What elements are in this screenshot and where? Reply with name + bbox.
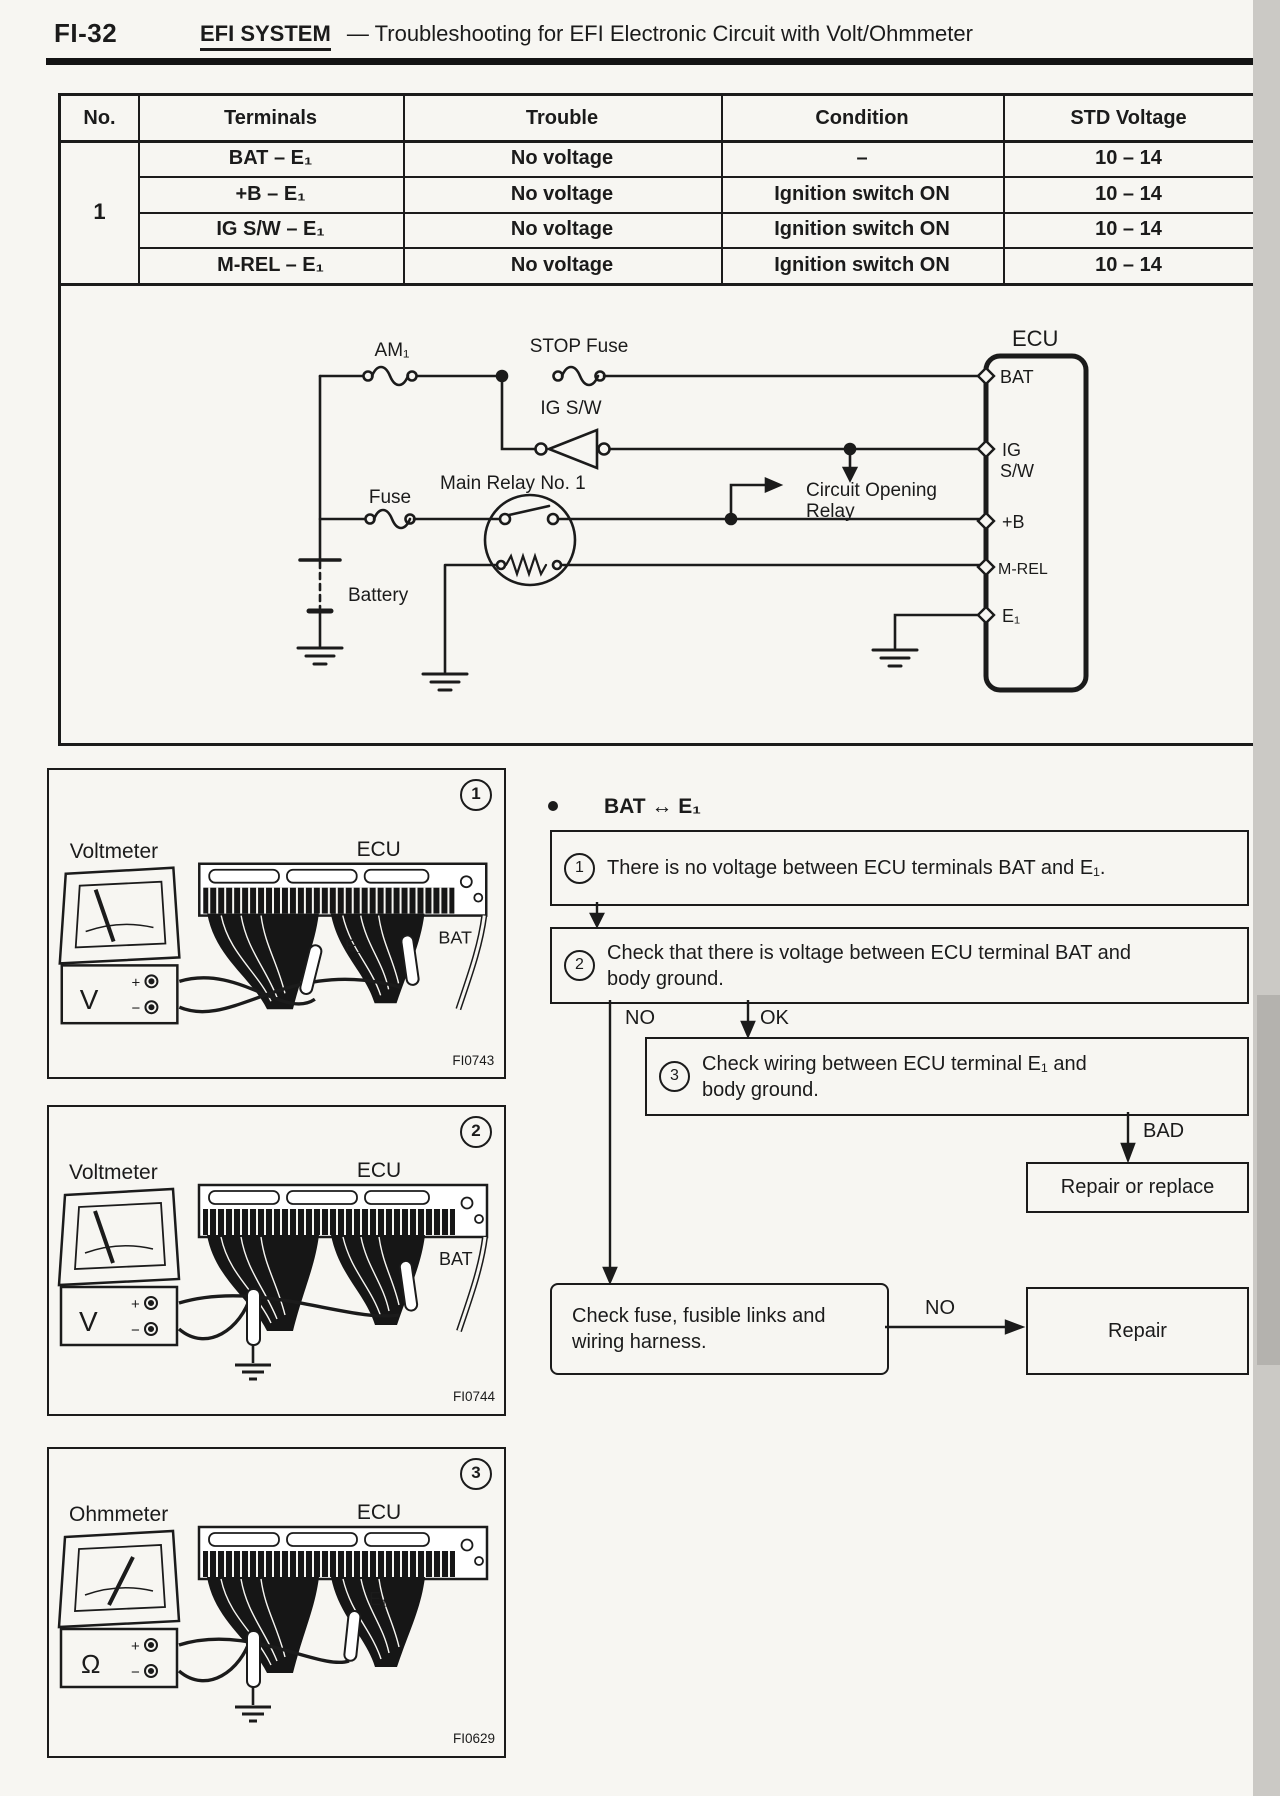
meter-title: Voltmeter (69, 839, 159, 863)
ground-icon-battery (298, 648, 342, 664)
ignition-switch-icon (536, 430, 610, 468)
cell-condition: Ignition switch ON (774, 183, 950, 205)
plus-label: + (131, 974, 141, 992)
terminal-plusb: +B (1002, 512, 1025, 532)
wire-label-bat: BAT (438, 927, 472, 948)
main-relay-icon (485, 495, 575, 585)
figure-code: FI0629 (452, 1731, 495, 1746)
figure-ohmmeter-e1-ground (47, 1447, 506, 1758)
figure-code: FI0743 (452, 1053, 495, 1069)
figure-code: FI0744 (452, 1389, 495, 1404)
figure-voltmeter-bat-e1 (47, 768, 506, 1079)
ground-icon-e1 (873, 650, 917, 666)
label-am1: AM₁ (374, 340, 410, 361)
step-number-badge: 2 (564, 950, 595, 981)
test-probe-icon (344, 1610, 361, 1661)
cell-terminals: +B – E₁ (235, 183, 306, 205)
terminal-ig: IG (1002, 440, 1022, 460)
ecu-label: ECU (356, 1159, 402, 1182)
cell-std: 10 – 14 (1095, 183, 1162, 205)
step-number-badge: 1 (564, 853, 595, 884)
meter-title: Voltmeter (69, 1161, 158, 1184)
step-text: There is no voltage between ECU terminals BAT and E₁. (607, 856, 1106, 879)
ecu-connector-icon (199, 864, 486, 916)
flowchart-heading: BAT ↔ E₁ (604, 795, 701, 818)
meter-symbol: V (79, 1306, 98, 1337)
cell-trouble: No voltage (510, 254, 614, 276)
scan-edge-strip (1253, 0, 1280, 1796)
cell-std: 10 – 14 (1095, 254, 1162, 276)
plus-label: + (131, 1296, 140, 1313)
meter-symbol: Ω (81, 1649, 101, 1679)
wire-e1-ground (895, 615, 989, 648)
analog-meter-icon (60, 868, 180, 1023)
cell-condition: Ignition switch ON (774, 254, 950, 276)
efi-circuit-diagram (60, 282, 1249, 738)
figure-voltmeter-bat-ground (47, 1105, 506, 1416)
col-header-condition: Condition (815, 107, 909, 129)
page-number: FI-32 (54, 18, 118, 48)
minus-label: − (131, 1664, 140, 1681)
arrowhead-down-icon (844, 468, 856, 480)
figure-2-illustration (49, 1117, 504, 1411)
ground-icon-relay (423, 674, 467, 690)
flowchart-arrows (540, 790, 1260, 1390)
cell-std: 10 – 14 (1095, 218, 1162, 240)
col-header-terminals: Terminals (224, 107, 317, 129)
junction-dot (497, 371, 507, 381)
fuse-stop-icon (554, 367, 605, 385)
ecu-box (986, 356, 1086, 690)
cell-terminals: M-REL – E₁ (217, 254, 324, 276)
arrowhead-right-icon (766, 479, 780, 491)
section-title: EFI SYSTEM (200, 21, 331, 51)
plus-label: + (131, 1638, 140, 1655)
figure-number-badge: 2 (460, 1116, 492, 1148)
col-header-trouble: Trouble (525, 107, 599, 129)
cell-terminals: IG S/W – E₁ (216, 218, 325, 240)
arrow-to-cor-right (731, 485, 766, 519)
analog-meter-icon (59, 1531, 179, 1687)
terminal-mrel: M-REL (998, 561, 1048, 578)
label-ig-sw: IG S/W (540, 398, 602, 419)
branch-label-no2: NO (925, 1297, 955, 1319)
minus-label: − (131, 1000, 141, 1018)
cell-condition: – (856, 147, 868, 169)
wire-mrel (445, 565, 985, 672)
cell-trouble: No voltage (510, 218, 614, 240)
ecu-connector-icon (199, 1185, 487, 1237)
figure-number-badge: 3 (460, 1458, 492, 1490)
col-header-std: STD Voltage (1070, 107, 1187, 129)
cell-terminals: BAT – E₁ (228, 147, 313, 169)
branch-label-no: NO (625, 1007, 655, 1029)
meter-symbol: V (79, 984, 99, 1016)
wire-label-e1: E₁ (369, 1589, 388, 1609)
terminal-sw: S/W (1000, 461, 1034, 481)
label-cor-1: Circuit Opening (806, 480, 937, 501)
fuse-efi-icon (366, 510, 415, 528)
figure-1-illustration (49, 796, 504, 1075)
ecu-label: ECU (356, 1501, 402, 1524)
ecu-label: ECU (356, 837, 401, 861)
label-cor-2: Relay (806, 501, 855, 522)
cell-trouble: No voltage (510, 183, 614, 205)
page-title (200, 21, 973, 47)
wire-label-bat: BAT (439, 1249, 473, 1269)
cell-std: 10 – 14 (1095, 147, 1162, 169)
label-fuse: Fuse (368, 487, 412, 508)
figure-3-illustration (49, 1459, 504, 1753)
branch-label-bad: BAD (1143, 1120, 1185, 1142)
repair-text: Repair (1108, 1319, 1167, 1342)
analog-meter-icon (59, 1189, 179, 1345)
minus-label: − (131, 1322, 140, 1339)
terminal-bat: BAT (1000, 367, 1034, 387)
meter-title: Ohmmeter (69, 1503, 169, 1526)
section-subtitle: — Troubleshooting for EFI Electronic Circuit with Volt/Ohmmeter (346, 21, 973, 46)
fuse-am1-icon (364, 367, 417, 385)
label-stop-fuse: STOP Fuse (529, 336, 629, 357)
step-text-line1: Check that there is voltage between ECU terminal BAT and (607, 941, 1131, 964)
label-battery: Battery (348, 585, 409, 606)
cell-trouble: No voltage (510, 147, 614, 169)
header-rule (46, 58, 1258, 65)
check-fuse-line1: Check fuse, fusible links and (572, 1305, 826, 1327)
col-header-no: No. (83, 107, 116, 129)
step-text-line2: body ground. (607, 967, 724, 990)
label-main-relay: Main Relay No. 1 (440, 473, 586, 494)
step-text-line1: Check wiring between ECU terminal E₁ and (702, 1052, 1087, 1075)
terminal-e1: E₁ (1002, 606, 1021, 626)
step-number-badge: 3 (659, 1061, 690, 1092)
label-ecu: ECU (1012, 326, 1059, 351)
check-fuse-line2: wiring harness. (572, 1331, 707, 1353)
ecu-connector-icon (199, 1527, 487, 1579)
step-text-line2: body ground. (702, 1078, 819, 1101)
figure-number-badge: 1 (460, 779, 492, 811)
row-group-number: 1 (93, 199, 106, 224)
repair-or-replace-text: Repair or replace (1060, 1176, 1215, 1198)
cell-condition: Ignition switch ON (774, 218, 950, 240)
scan-edge-shadow (1257, 995, 1280, 1365)
battery-icon (300, 560, 340, 646)
wire-label-e1: E₁ (344, 935, 363, 956)
branch-label-ok: OK (760, 1007, 789, 1029)
